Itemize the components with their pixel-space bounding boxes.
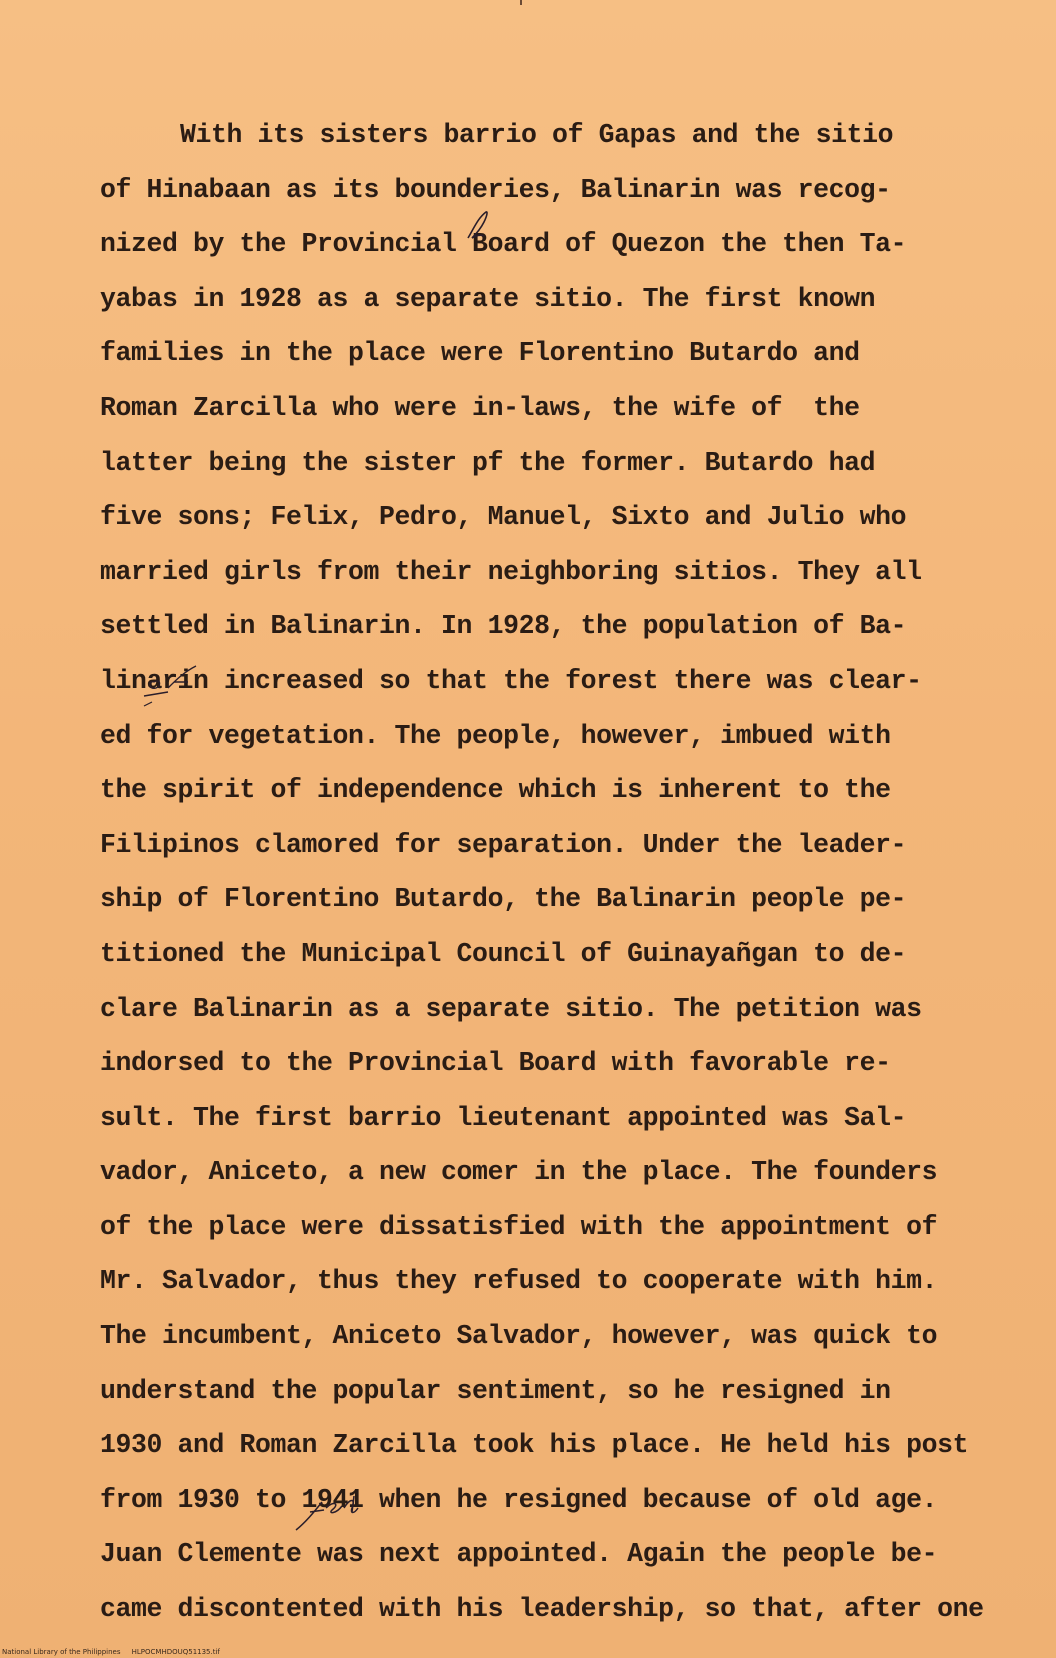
archive-footer: National Library of the Philippines HLPOCMHDOUQ51135.tif — [2, 1648, 220, 1656]
text-line: ed for vegetation. The people, however, imbued with — [100, 720, 891, 751]
text-line: sult. The first barrio lieutenant appointed was Sal- — [100, 1102, 907, 1133]
text-line: of the place were dissatisfied with the appointment of — [100, 1211, 938, 1242]
text-line: Roman Zarcilla who were in-laws, the wife of the — [100, 392, 860, 423]
text-line: latter being the sister pf the former. Butardo had — [100, 447, 876, 478]
text-line: 1930 and Roman Zarcilla took his place. He held his post — [100, 1430, 969, 1461]
page-mark — [520, 0, 522, 5]
text-line: With its sisters barrio of Gapas and the sitio — [180, 120, 894, 150]
text-line: from 1930 to 1941 when he resigned because of old age. — [100, 1484, 938, 1515]
text-line: indorsed to the Provincial Board with favorable re- — [100, 1048, 891, 1079]
text-line: settled in Balinarin. In 1928, the population of Ba- — [100, 611, 907, 642]
text-line: Juan Clemente was next appointed. Again the people be- — [100, 1539, 938, 1570]
text-line: Mr. Salvador, thus they refused to cooperate with him. — [100, 1266, 938, 1297]
text-line: married girls from their neighboring sitios. They all — [100, 556, 922, 587]
text-line: vador, Aniceto, a new comer in the place. The founders — [100, 1157, 938, 1188]
text-line: ship of Florentino Butardo, the Balinarin people pe- — [100, 884, 907, 915]
text-line: yabas in 1928 as a separate sitio. The first known — [100, 283, 876, 314]
text-line: five sons; Felix, Pedro, Manuel, Sixto and Julio who — [100, 502, 907, 533]
text-line: came discontented with his leadership, so that, after one — [100, 1594, 984, 1625]
text-line: nized by the Provincial Board of Quezon the then Ta- — [100, 229, 907, 260]
text-line: The incumbent, Aniceto Salvador, however, was quick to — [100, 1321, 938, 1352]
text-line: understand the popular sentiment, so he resigned in — [100, 1375, 891, 1406]
typewritten-text — [100, 108, 1020, 1637]
text-line: linarin increased so that the forest there was clear- — [100, 665, 922, 696]
text-line: Filipinos clamored for separation. Under the leader- — [100, 829, 907, 860]
text-line: the spirit of independence which is inherent to the — [100, 775, 891, 806]
text-line: families in the place were Florentino Butardo and — [100, 338, 860, 369]
text-line: titioned the Municipal Council of Guinayañgan to de- — [100, 938, 907, 969]
text-line: clare Balinarin as a separate sitio. The petition was — [100, 993, 922, 1024]
text-line: of Hinabaan as its bounderies, Balinarin was recog- — [100, 174, 891, 205]
